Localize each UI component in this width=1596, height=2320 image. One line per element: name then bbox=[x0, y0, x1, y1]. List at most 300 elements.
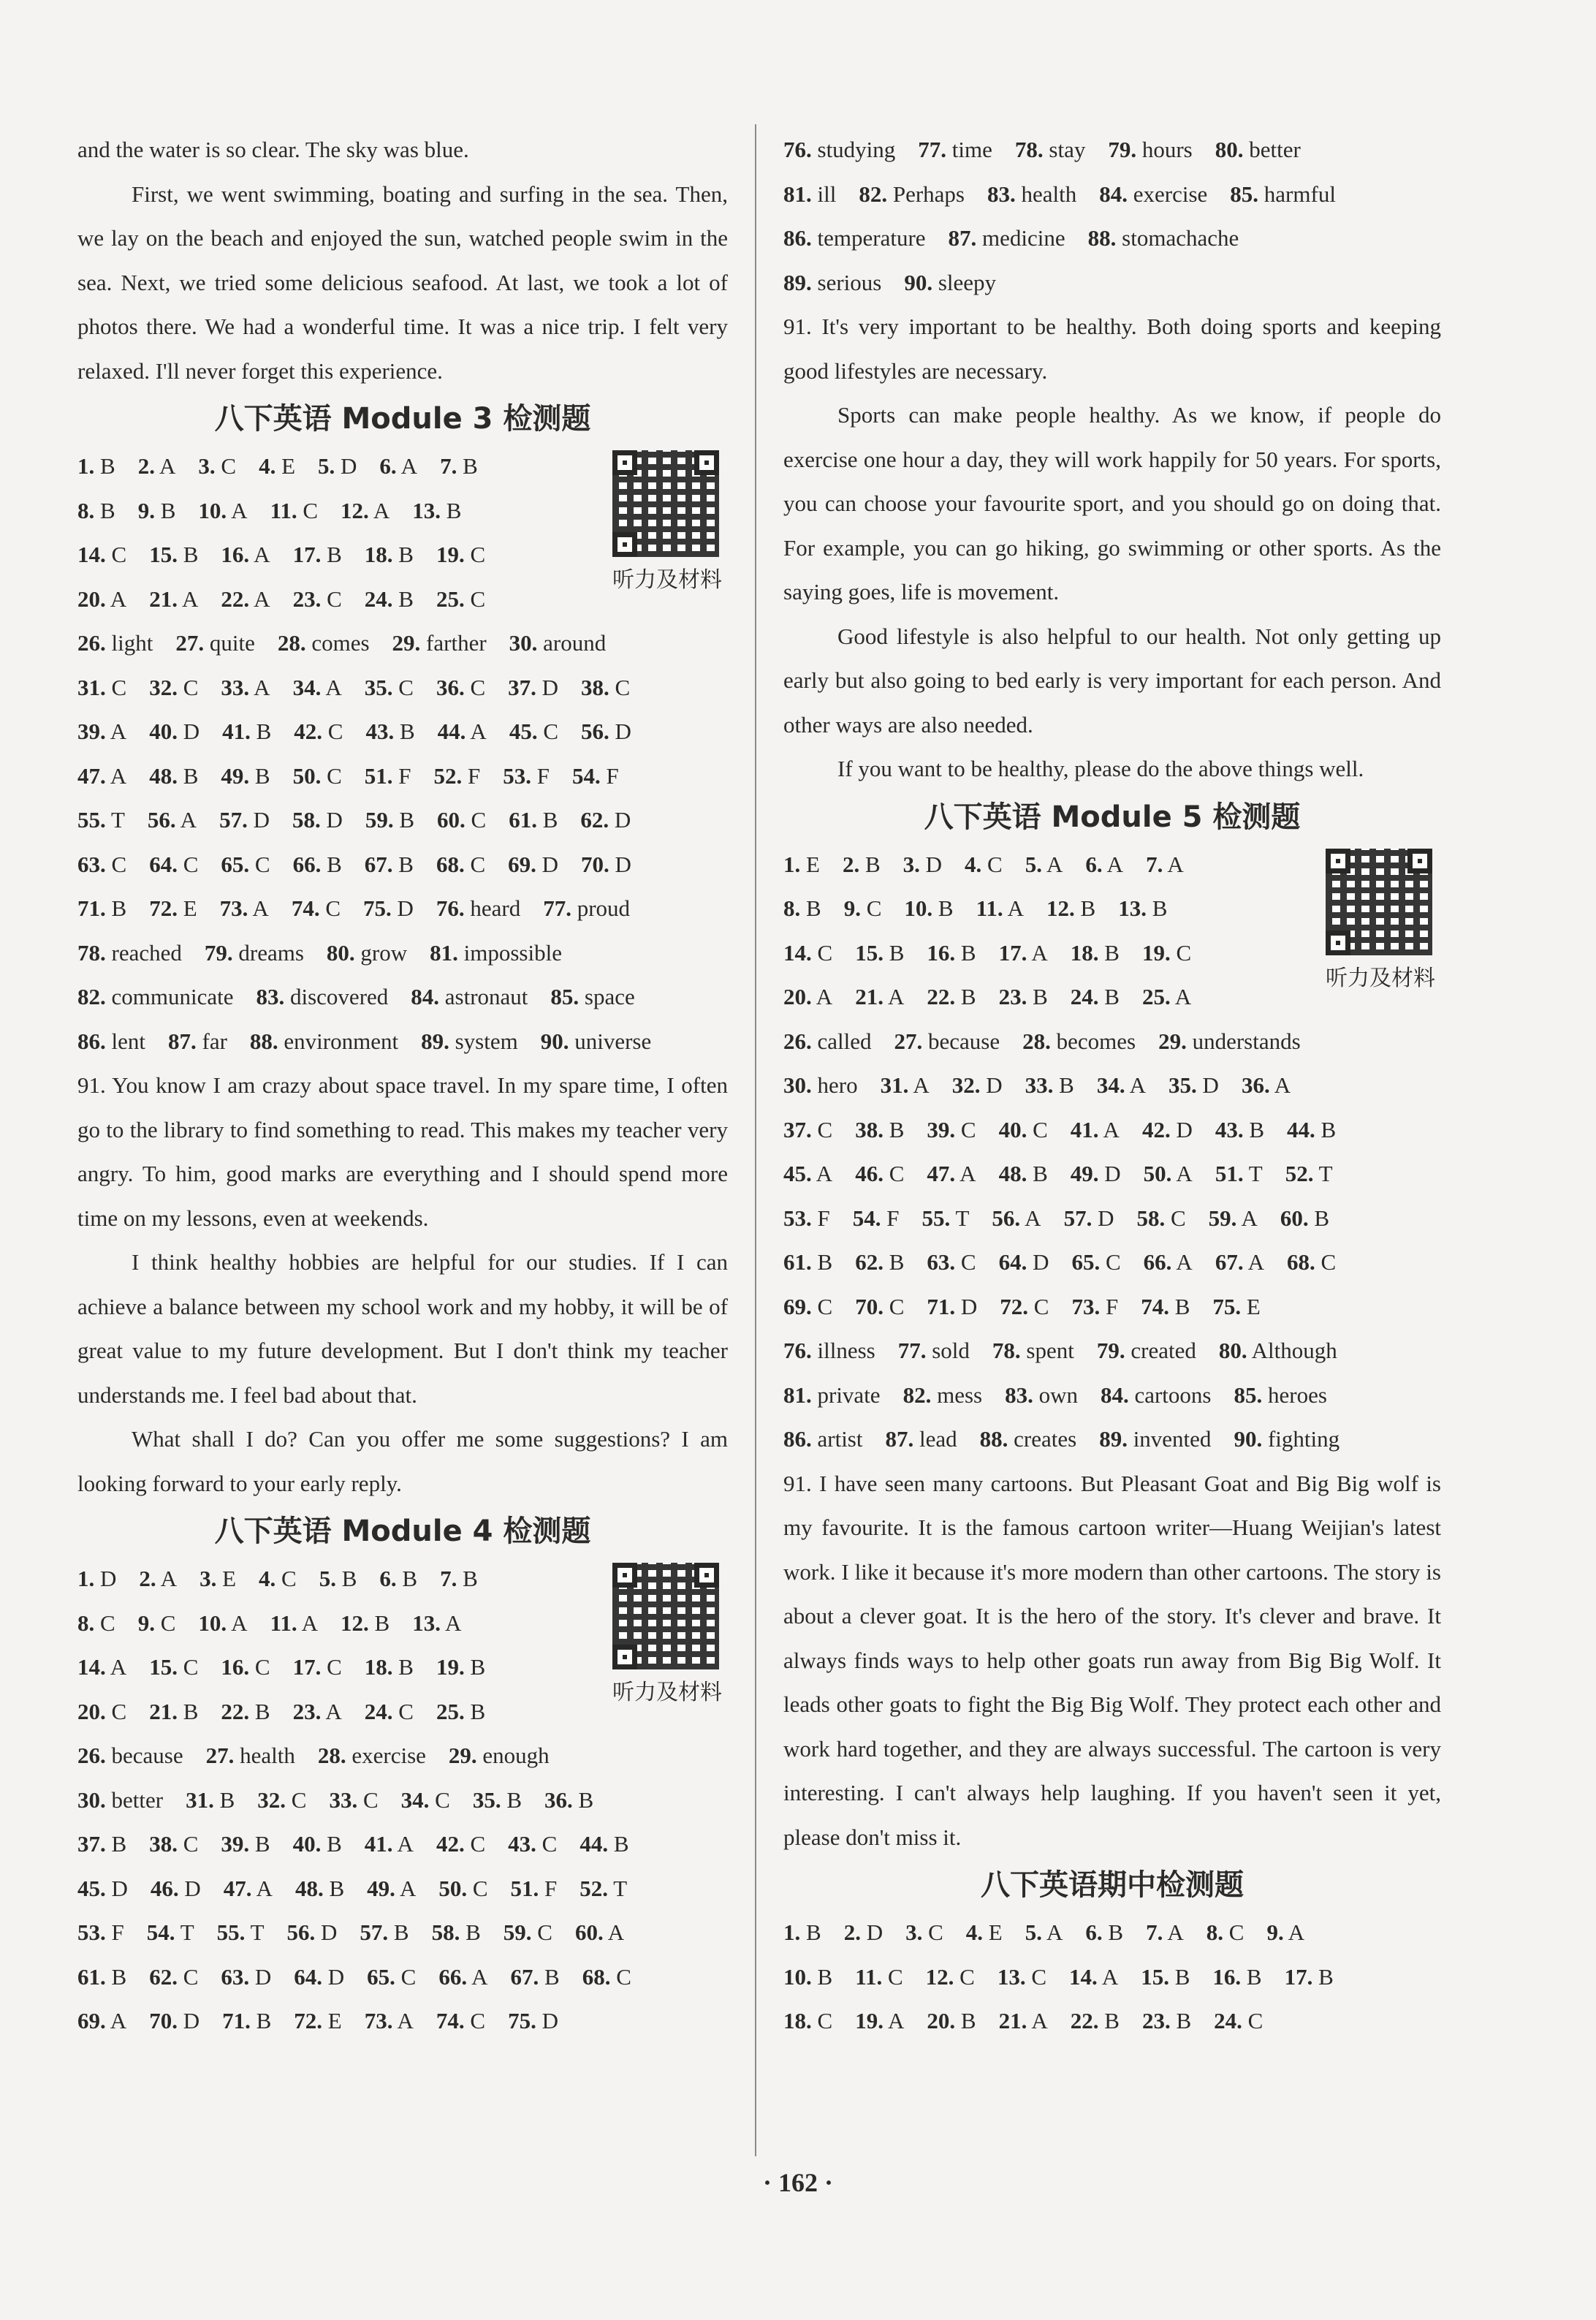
answer-item: 13. B bbox=[412, 497, 462, 523]
answer-item: 15. C bbox=[149, 1654, 199, 1680]
answer-item: 7. B bbox=[440, 453, 478, 479]
answer-item: 16. B bbox=[927, 939, 976, 966]
answer-item: 7. B bbox=[440, 1566, 478, 1591]
answer-row bbox=[783, 1152, 1441, 1197]
answer-item: 57. B bbox=[360, 1919, 409, 1945]
answer-item: 19. C bbox=[1141, 939, 1192, 966]
answer-item: 5. D bbox=[318, 453, 357, 479]
answer-item: 73. A bbox=[364, 2008, 414, 2033]
answer-item: 60. C bbox=[437, 807, 487, 833]
module4-essay-p3: Good lifestyle is also helpful to our health. Not only getting up early but also going to bed early is very important for each person. And other ways are also needed. bbox=[783, 623, 1441, 738]
answer-item: 10. B bbox=[904, 895, 954, 921]
answer-item: 18. B bbox=[1070, 939, 1120, 966]
answer-row bbox=[783, 1020, 1441, 1064]
answer-item: 69. C bbox=[783, 1293, 833, 1319]
answer-item: 80. Although bbox=[1218, 1338, 1337, 1363]
answer-item: 17. A bbox=[998, 939, 1048, 966]
answer-item: 2. D bbox=[843, 1919, 884, 1945]
answer-item: 38. B bbox=[855, 1116, 905, 1142]
answer-item: 52. T bbox=[580, 1875, 628, 1901]
answer-item: 54. F bbox=[852, 1205, 900, 1231]
answer-row bbox=[77, 931, 728, 976]
answer-item: 82. communicate bbox=[77, 984, 234, 1009]
answer-item: 2. B bbox=[842, 851, 881, 877]
answer-row bbox=[783, 843, 1441, 887]
answer-item: 10. B bbox=[783, 1963, 833, 1990]
answer-item: 32. C bbox=[149, 674, 199, 700]
answer-item: 32. D bbox=[951, 1072, 1003, 1098]
answer-item: 53. F bbox=[77, 1919, 124, 1945]
answer-item: 26. because bbox=[77, 1743, 183, 1768]
answer-row bbox=[783, 128, 1441, 173]
answer-item: 10. A bbox=[198, 1610, 248, 1636]
answer-item: 74. C bbox=[291, 895, 341, 921]
answer-item: 27. health bbox=[205, 1743, 295, 1768]
answer-item: 9. C bbox=[843, 895, 882, 921]
answer-item: 81. private bbox=[783, 1381, 881, 1408]
answer-item: 68. C bbox=[582, 1963, 631, 1990]
module4-rows bbox=[77, 1557, 728, 2044]
answer-item: 5. B bbox=[319, 1566, 357, 1591]
answer-item: 8. C bbox=[1206, 1919, 1244, 1945]
answer-item: 40. B bbox=[292, 1831, 342, 1857]
answer-item: 33. C bbox=[329, 1786, 379, 1813]
answer-item: 23. B bbox=[1141, 2008, 1192, 2033]
answer-item: 6. A bbox=[1085, 851, 1124, 877]
answer-item: 76. studying bbox=[783, 137, 896, 162]
answer-item: 43. B bbox=[365, 719, 415, 744]
answer-item: 63. C bbox=[77, 851, 127, 877]
answer-item: 3. D bbox=[902, 851, 943, 877]
answer-item: 4. E bbox=[259, 453, 295, 479]
answer-item: 86. artist bbox=[783, 1426, 863, 1452]
answer-item: 30. around bbox=[509, 630, 607, 656]
module4-essay-p1: 91. It's very important to be healthy. Both doing sports and keeping good lifestyles are necessary. bbox=[783, 314, 1441, 384]
answer-item: 71. D bbox=[927, 1293, 978, 1319]
answer-item: 14. A bbox=[77, 1654, 127, 1680]
answer-item: 79. dreams bbox=[204, 939, 304, 966]
answer-row bbox=[783, 1373, 1441, 1418]
module3-essay-p2: I think healthy hobbies are helpful for our studies. If I can achieve a balance between my school work and my hobby, it will be of great value to my future development. But I don't think my teacher understands me. I feel bad about that. bbox=[77, 1249, 728, 1408]
answer-item: 65. C bbox=[1071, 1249, 1121, 1275]
answer-item: 35. D bbox=[1168, 1072, 1219, 1098]
answer-item: 49. A bbox=[367, 1875, 417, 1901]
module5-rows bbox=[783, 843, 1441, 1462]
answer-item: 29. enough bbox=[448, 1743, 550, 1768]
answer-item: 9. A bbox=[1266, 1919, 1305, 1945]
answer-item: 83. discovered bbox=[256, 984, 389, 1009]
answer-row bbox=[783, 1911, 1441, 1955]
answer-item: 64. D bbox=[998, 1249, 1049, 1275]
answer-item: 56. A bbox=[147, 807, 197, 833]
answer-item: 84. cartoons bbox=[1100, 1381, 1212, 1408]
answer-item: 19. A bbox=[855, 2008, 905, 2033]
answer-item: 67. B bbox=[510, 1963, 560, 1990]
answer-item: 72. E bbox=[294, 2008, 342, 2033]
answer-item: 46. D bbox=[150, 1875, 201, 1901]
answer-row bbox=[77, 887, 728, 931]
answer-item: 81. ill bbox=[783, 181, 837, 207]
answer-item: 10. A bbox=[198, 497, 248, 523]
answer-item: 2. A bbox=[139, 1566, 178, 1591]
answer-item: 88. creates bbox=[979, 1426, 1077, 1452]
answer-item: 78. reached bbox=[77, 939, 182, 966]
answer-item: 74. C bbox=[436, 2008, 486, 2033]
answer-item: 41. B bbox=[222, 719, 272, 744]
answer-item: 83. own bbox=[1005, 1381, 1078, 1408]
answer-row bbox=[77, 1778, 728, 1823]
answer-item: 21. A bbox=[855, 984, 905, 1009]
answer-row bbox=[783, 1240, 1441, 1285]
answer-item: 12. B bbox=[341, 1610, 390, 1636]
answer-item: 21. B bbox=[149, 1698, 199, 1724]
module5-essay: 91. I have seen many cartoons. But Pleasant Goat and Big Big wolf is my favourite. It is the famous cartoon writer—Huang Weijian's latest work. I like it because it's more modern than other cartoons. The story is about a clever goat. It is the hero of the story. It's clever and brave. It always finds ways to help other goats run away from Big Big Wolf. It leads other goats to fight the Big Big Wolf. They protect each other and work hard together, and they are always successful. The cartoon is very interesting. I can't always help laughing. If you haven't seen it yet, please don't miss it. bbox=[783, 1470, 1441, 1850]
module5-title: 八下英语 Module 5 检测题 bbox=[924, 800, 1301, 834]
answer-item: 66. B bbox=[292, 851, 342, 877]
answer-item: 80. better bbox=[1215, 137, 1301, 162]
answer-item: 20. A bbox=[783, 984, 833, 1009]
left-column bbox=[77, 128, 728, 2044]
answer-item: 25. B bbox=[436, 1698, 486, 1724]
answer-row bbox=[77, 975, 728, 1020]
answer-item: 27. quite bbox=[175, 630, 255, 656]
answer-row bbox=[77, 621, 728, 666]
answer-item: 50. A bbox=[1143, 1161, 1193, 1186]
intro-first-line: and the water is so clear. The sky was blue. bbox=[77, 137, 469, 162]
answer-item: 12. B bbox=[1046, 895, 1096, 921]
answer-item: 47. A bbox=[927, 1161, 976, 1186]
answer-item: 4. C bbox=[259, 1566, 297, 1591]
answer-item: 26. light bbox=[77, 630, 153, 656]
module3-rows bbox=[77, 444, 728, 1064]
answer-item: 55. T bbox=[216, 1919, 265, 1945]
answer-item: 31. C bbox=[77, 674, 127, 700]
answer-item: 25. A bbox=[1141, 984, 1192, 1009]
answer-item: 18. B bbox=[364, 1654, 414, 1680]
answer-item: 55. T bbox=[77, 807, 125, 833]
module4-essay-p2: Sports can make people healthy. As we know, if people do exercise one hour a day, they will work happily for 50 years. For sports, you can choose your favourite sport, and you should go on doing that. For example, you can go hiking, go swimming or other sports. As the saying goes, life is movement. bbox=[783, 402, 1441, 604]
answer-item: 16. B bbox=[1212, 1963, 1262, 1990]
answer-item: 54. F bbox=[572, 762, 619, 789]
answer-row bbox=[783, 1197, 1441, 1241]
answer-item: 38. C bbox=[581, 674, 631, 700]
answer-item: 39. B bbox=[221, 1831, 270, 1857]
answer-item: 16. A bbox=[221, 542, 270, 567]
answer-item: 19. B bbox=[436, 1654, 486, 1680]
answer-item: 58. B bbox=[431, 1919, 481, 1945]
answer-item: 88. stomachache bbox=[1087, 225, 1239, 251]
answer-item: 72. E bbox=[149, 895, 197, 921]
answer-item: 75. D bbox=[363, 895, 414, 921]
answer-item: 75. E bbox=[1212, 1293, 1261, 1319]
answer-item: 56. A bbox=[992, 1205, 1041, 1231]
answer-item: 68. C bbox=[1287, 1249, 1337, 1275]
answer-item: 56. D bbox=[581, 719, 631, 744]
answer-item: 28. exercise bbox=[317, 1743, 426, 1768]
answer-item: 51. T bbox=[1215, 1161, 1263, 1186]
answer-item: 42. C bbox=[436, 1831, 486, 1857]
answer-item: 15. B bbox=[855, 939, 905, 966]
answer-row bbox=[783, 975, 1441, 1020]
answer-item: 73. A bbox=[219, 895, 269, 921]
answer-row bbox=[783, 1064, 1441, 1108]
answer-item: 59. C bbox=[503, 1919, 552, 1945]
answer-item: 12. C bbox=[925, 1963, 975, 1990]
answer-item: 30. hero bbox=[783, 1072, 858, 1098]
answer-item: 77. sold bbox=[897, 1338, 970, 1363]
answer-item: 34. C bbox=[400, 1786, 450, 1813]
answer-item: 40. C bbox=[998, 1116, 1048, 1142]
answer-item: 87. far bbox=[168, 1028, 227, 1054]
answer-item: 23. A bbox=[292, 1698, 342, 1724]
answer-item: 31. B bbox=[186, 1786, 235, 1813]
answer-item: 22. B bbox=[1070, 2008, 1120, 2033]
answer-item: 34. A bbox=[292, 674, 342, 700]
answer-item: 78. spent bbox=[992, 1338, 1074, 1363]
answer-item: 78. stay bbox=[1014, 137, 1086, 162]
answer-item: 6. B bbox=[379, 1566, 418, 1591]
answer-item: 41. A bbox=[1070, 1116, 1120, 1142]
answer-item: 67. A bbox=[1215, 1249, 1265, 1275]
answer-item: 35. B bbox=[472, 1786, 522, 1813]
answer-item: 49. B bbox=[221, 762, 270, 789]
answer-item: 51. F bbox=[364, 762, 411, 789]
answer-item: 6. B bbox=[1085, 1919, 1124, 1945]
answer-item: 56. D bbox=[286, 1919, 338, 1945]
answer-row bbox=[783, 1999, 1441, 2044]
answer-item: 58. D bbox=[292, 807, 343, 833]
answer-item: 37. B bbox=[77, 1831, 127, 1857]
answer-item: 71. B bbox=[77, 895, 127, 921]
answer-item: 20. C bbox=[77, 1698, 127, 1724]
answer-item: 11. A bbox=[976, 895, 1025, 921]
answer-row bbox=[77, 1955, 728, 2000]
answer-item: 23. C bbox=[292, 585, 342, 612]
answer-row bbox=[77, 533, 728, 577]
answer-row bbox=[77, 1911, 728, 1955]
answer-item: 1. D bbox=[77, 1566, 117, 1591]
answer-item: 61. B bbox=[77, 1963, 127, 1990]
answer-item: 47. A bbox=[223, 1875, 273, 1901]
answer-item: 83. health bbox=[987, 181, 1077, 207]
module4-answers bbox=[77, 1557, 728, 2044]
answer-item: 70. C bbox=[855, 1293, 905, 1319]
answer-item: 48. B bbox=[998, 1161, 1048, 1186]
answer-item: 18. B bbox=[364, 542, 414, 567]
answer-item: 60. A bbox=[574, 1919, 625, 1945]
answer-item: 24. C bbox=[364, 1698, 414, 1724]
answer-item: 37. D bbox=[508, 674, 559, 700]
answer-item: 45. A bbox=[783, 1161, 833, 1186]
answer-item: 66. A bbox=[438, 1963, 488, 1990]
answer-row bbox=[783, 1955, 1441, 2000]
answer-row bbox=[77, 1557, 728, 1601]
module3-answers bbox=[77, 444, 728, 1064]
answer-item: 74. B bbox=[1141, 1293, 1190, 1319]
answer-item: 16. C bbox=[221, 1654, 270, 1680]
answer-row bbox=[783, 931, 1441, 976]
answer-item: 17. B bbox=[292, 542, 342, 567]
answer-item: 3. C bbox=[905, 1919, 943, 1945]
answer-row bbox=[77, 1645, 728, 1690]
answer-item: 14. C bbox=[783, 939, 833, 966]
answer-item: 4. E bbox=[965, 1919, 1003, 1945]
answer-item: 52. T bbox=[1285, 1161, 1333, 1186]
answer-item: 14. C bbox=[77, 542, 127, 567]
answer-item: 13. A bbox=[412, 1610, 462, 1636]
answer-item: 27. because bbox=[894, 1028, 1000, 1054]
answer-item: 18. C bbox=[783, 2008, 833, 2033]
answer-item: 12. A bbox=[341, 497, 390, 523]
answer-row bbox=[77, 1601, 728, 1646]
answer-row bbox=[783, 261, 1441, 306]
answer-row bbox=[77, 843, 728, 887]
answer-row bbox=[77, 1867, 728, 1911]
answer-item: 59. A bbox=[1208, 1205, 1258, 1231]
answer-item: 64. D bbox=[294, 1963, 345, 1990]
answer-item: 39. C bbox=[927, 1116, 976, 1142]
answer-item: 9. C bbox=[137, 1610, 176, 1636]
answer-item: 24. B bbox=[364, 585, 414, 612]
answer-item: 54. T bbox=[146, 1919, 194, 1945]
answer-row bbox=[77, 1734, 728, 1778]
answer-row bbox=[77, 444, 728, 489]
answer-item: 11. A bbox=[270, 1610, 319, 1636]
answer-item: 2. A bbox=[137, 453, 176, 479]
answer-item: 9. B bbox=[137, 497, 176, 523]
answer-item: 26. called bbox=[783, 1028, 872, 1054]
answer-item: 57. D bbox=[1063, 1205, 1114, 1231]
answer-item: 17. C bbox=[292, 1654, 342, 1680]
midterm-title: 八下英语期中检测题 bbox=[981, 1868, 1244, 1902]
answer-item: 44. B bbox=[1287, 1116, 1337, 1142]
answer-item: 36. B bbox=[544, 1786, 594, 1813]
answer-item: 85. harmful bbox=[1230, 181, 1336, 207]
answer-item: 61. B bbox=[509, 807, 558, 833]
answer-item: 1. B bbox=[77, 453, 115, 479]
answer-row bbox=[77, 798, 728, 843]
answer-item: 69. D bbox=[508, 851, 559, 877]
answer-item: 15. B bbox=[149, 542, 199, 567]
answer-item: 11. C bbox=[270, 497, 319, 523]
module4-cont-rows bbox=[783, 128, 1441, 305]
answer-item: 63. C bbox=[927, 1249, 976, 1275]
answer-item: 84. exercise bbox=[1099, 181, 1208, 207]
answer-item: 70. D bbox=[149, 2008, 200, 2033]
answer-item: 45. D bbox=[77, 1875, 128, 1901]
answer-item: 49. D bbox=[1070, 1161, 1121, 1186]
answer-item: 13. B bbox=[1118, 895, 1168, 921]
answer-row bbox=[77, 1690, 728, 1735]
answer-item: 51. F bbox=[510, 1875, 558, 1901]
answer-item: 14. A bbox=[1069, 1963, 1119, 1990]
answer-item: 79. hours bbox=[1108, 137, 1193, 162]
answer-item: 33. A bbox=[221, 674, 270, 700]
answer-item: 62. C bbox=[149, 1963, 199, 1990]
answer-item: 7. A bbox=[1146, 851, 1184, 877]
answer-item: 35. C bbox=[364, 674, 414, 700]
answer-item: 59. B bbox=[365, 807, 415, 833]
answer-item: 44. A bbox=[437, 719, 487, 744]
answer-item: 1. B bbox=[783, 1919, 821, 1945]
answer-item: 89. serious bbox=[783, 269, 882, 295]
answer-item: 80. grow bbox=[326, 939, 408, 966]
answer-item: 64. C bbox=[149, 851, 199, 877]
right-column bbox=[783, 128, 1441, 2044]
answer-item: 17. B bbox=[1284, 1963, 1334, 1990]
answer-item: 1. E bbox=[783, 851, 820, 877]
answer-item: 87. medicine bbox=[948, 225, 1065, 251]
module3-title: 八下英语 Module 3 检测题 bbox=[214, 402, 591, 436]
qr-label: 听力及材料 bbox=[612, 1680, 722, 1705]
answer-item: 86. temperature bbox=[783, 225, 926, 251]
answer-item: 7. A bbox=[1146, 1919, 1184, 1945]
answer-item: 25. C bbox=[436, 585, 486, 612]
answer-item: 8. C bbox=[77, 1610, 115, 1636]
answer-item: 77. proud bbox=[543, 895, 631, 921]
answer-item: 84. astronaut bbox=[411, 984, 528, 1009]
answer-item: 53. F bbox=[783, 1205, 830, 1231]
answer-item: 22. A bbox=[221, 585, 270, 612]
answer-item: 11. C bbox=[855, 1963, 903, 1990]
answer-item: 90. fighting bbox=[1234, 1426, 1340, 1452]
answer-item: 33. B bbox=[1025, 1072, 1074, 1098]
answer-item: 38. C bbox=[149, 1831, 199, 1857]
answer-item: 62. D bbox=[580, 807, 631, 833]
answer-item: 20. A bbox=[77, 585, 127, 612]
answer-item: 77. time bbox=[918, 137, 992, 162]
answer-item: 42. C bbox=[294, 719, 343, 744]
answer-row bbox=[77, 1822, 728, 1867]
answer-item: 73. F bbox=[1071, 1293, 1119, 1319]
answer-item: 28. becomes bbox=[1022, 1028, 1136, 1054]
answer-row bbox=[77, 666, 728, 710]
answer-item: 47. A bbox=[77, 762, 127, 789]
answer-item: 81. impossible bbox=[430, 939, 562, 966]
answer-item: 36. C bbox=[436, 674, 486, 700]
answer-item: 89. system bbox=[421, 1028, 518, 1054]
answer-item: 71. B bbox=[222, 2008, 272, 2033]
answer-item: 40. D bbox=[149, 719, 200, 744]
answer-item: 45. C bbox=[509, 719, 559, 744]
answer-item: 63. D bbox=[221, 1963, 272, 1990]
answer-row bbox=[783, 173, 1441, 217]
answer-item: 24. B bbox=[1070, 984, 1120, 1009]
answer-item: 43. B bbox=[1215, 1116, 1265, 1142]
answer-item: 21. A bbox=[149, 585, 199, 612]
answer-item: 22. B bbox=[221, 1698, 270, 1724]
answer-item: 50. C bbox=[292, 762, 342, 789]
answer-item: 41. A bbox=[364, 1831, 414, 1857]
answer-item: 82. mess bbox=[902, 1381, 983, 1408]
answer-item: 68. C bbox=[436, 851, 486, 877]
answer-row bbox=[783, 1108, 1441, 1153]
answer-row bbox=[783, 216, 1441, 261]
answer-item: 8. B bbox=[783, 895, 821, 921]
answer-item: 32. C bbox=[257, 1786, 307, 1813]
answer-item: 66. A bbox=[1143, 1249, 1193, 1275]
answer-item: 48. B bbox=[294, 1875, 345, 1901]
answer-row bbox=[77, 489, 728, 534]
answer-item: 13. C bbox=[997, 1963, 1047, 1990]
answer-item: 43. C bbox=[508, 1831, 558, 1857]
answer-item: 86. lent bbox=[77, 1028, 145, 1054]
page-number: · 162 · bbox=[762, 2168, 833, 2197]
answer-item: 53. F bbox=[503, 762, 550, 789]
qr-label: 听力及材料 bbox=[1326, 965, 1435, 991]
answer-item: 37. C bbox=[783, 1116, 833, 1142]
answer-row bbox=[783, 887, 1441, 931]
